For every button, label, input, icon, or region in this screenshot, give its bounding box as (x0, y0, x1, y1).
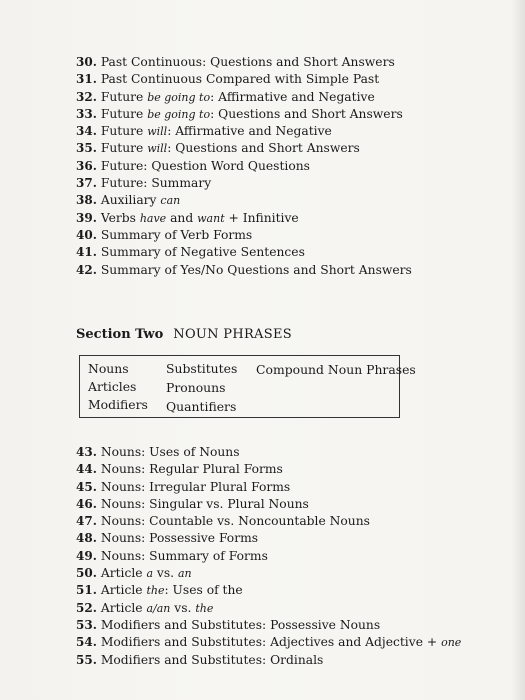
item-title: Article (100, 600, 147, 615)
list-item (76, 634, 461, 651)
item-title: Nouns: Singular vs. Plural Nouns (100, 496, 309, 511)
item-number: 38. (76, 193, 97, 208)
list-item (76, 54, 412, 71)
item-number: 50. (76, 566, 97, 581)
item-title-rest: vs. (153, 566, 178, 581)
list-item (76, 210, 412, 227)
topic-quantifiers: Quantifiers (166, 399, 237, 414)
item-title: Nouns: Uses of Nouns (100, 445, 240, 459)
list-item (76, 617, 461, 634)
item-number: 54. (76, 635, 97, 650)
list-item (76, 192, 412, 209)
list-item (76, 244, 412, 261)
item-number: 51. (76, 583, 97, 598)
item-title-italic: be going to (147, 90, 211, 104)
page-edge-shadow (511, 0, 525, 700)
item-number: 33. (76, 106, 97, 121)
item-title-italic: an (178, 567, 192, 581)
topic-compound-noun-phrases: Compound Noun Phrases (256, 362, 416, 377)
item-title-italic: be going to (147, 107, 211, 121)
item-title-rest: : Affirmative and Negative (210, 89, 375, 104)
item-number: 45. (76, 479, 97, 494)
list-item (76, 123, 412, 140)
item-title-italic: the (146, 584, 165, 598)
topic-modifiers: Modifiers (88, 397, 148, 412)
section-label: Section Two (76, 327, 164, 342)
list-item (76, 513, 461, 530)
item-title: Nouns: Irregular Plural Forms (100, 479, 291, 494)
section-title: NOUN PHRASES (173, 327, 292, 342)
item-title: Nouns: Summary of Forms (100, 548, 268, 563)
item-title-italic: want (197, 211, 225, 225)
item-title-rest: : Questions and Short Answers (210, 106, 403, 121)
item-title-italic: can (160, 194, 181, 208)
item-number: 42. (76, 262, 97, 277)
topics-box (79, 355, 416, 418)
item-number: 34. (76, 124, 97, 139)
item-number: 41. (76, 245, 97, 260)
item-number: 49. (76, 548, 97, 563)
item-title-rest: vs. (170, 600, 196, 615)
list-item (76, 582, 461, 599)
item-title-italic: a (146, 567, 154, 581)
list-item (76, 548, 461, 565)
item-title: Past Continuous Compared with Simple Past (100, 72, 380, 87)
item-title: Future (100, 89, 148, 104)
contents-list-verbs (76, 54, 412, 279)
item-number: 46. (76, 496, 97, 511)
item-title-rest: : Uses of the (164, 583, 243, 598)
item-number: 36. (76, 158, 97, 173)
list-item (76, 444, 461, 461)
list-item (76, 479, 461, 496)
item-number: 30. (76, 55, 97, 69)
item-number: 39. (76, 210, 97, 225)
item-title: Summary of Verb Forms (100, 227, 253, 242)
list-item (76, 227, 412, 244)
item-title: Nouns: Possessive Forms (100, 531, 259, 546)
list-item (76, 530, 461, 547)
item-title-rest: + Infinitive (224, 210, 299, 225)
item-title-italic: will (147, 142, 168, 156)
list-item (76, 89, 412, 106)
item-title: Nouns: Regular Plural Forms (100, 462, 283, 477)
item-title: Article (100, 583, 147, 598)
list-item (76, 175, 412, 192)
item-title: Modifiers and Substitutes: Adjectives and Adjective + (100, 635, 442, 650)
item-title: Past Continuous: Questions and Short Answers (100, 55, 395, 69)
item-title: Future (100, 106, 148, 121)
list-item (76, 262, 412, 279)
item-number: 44. (76, 462, 97, 477)
item-title-italic: one (441, 636, 462, 650)
item-number: 37. (76, 176, 97, 191)
section-heading (76, 327, 292, 342)
item-title-italic: have (139, 211, 167, 225)
item-title: Auxiliary (100, 193, 161, 208)
list-item (76, 600, 461, 617)
item-number: 31. (76, 72, 97, 87)
topic-substitutes: Substitutes (166, 361, 238, 376)
item-number: 35. (76, 141, 97, 156)
item-number: 55. (76, 652, 97, 667)
item-number: 32. (76, 89, 97, 104)
list-item (76, 140, 412, 157)
item-number: 40. (76, 227, 97, 242)
item-title: Future: Summary (100, 176, 212, 191)
list-item (76, 461, 461, 478)
item-title-rest: and (166, 210, 198, 225)
item-title: Future (100, 124, 148, 139)
contents-list-nouns (76, 444, 461, 669)
item-title: Verbs (100, 210, 140, 225)
list-item (76, 106, 412, 123)
item-title-rest: : Affirmative and Negative (167, 124, 332, 139)
list-item (76, 565, 461, 582)
item-title-italic: will (147, 125, 168, 139)
list-item (76, 496, 461, 513)
item-title: Future: Question Word Questions (100, 158, 310, 173)
item-number: 43. (76, 445, 97, 459)
item-title: Future (100, 141, 148, 156)
item-title-italic: the (195, 601, 214, 615)
topic-articles: Articles (88, 379, 137, 394)
item-number: 53. (76, 617, 97, 632)
item-title: Modifiers and Substitutes: Possessive Nouns (100, 617, 381, 632)
topic-pronouns: Pronouns (166, 380, 226, 395)
item-number: 47. (76, 514, 97, 529)
list-item (76, 71, 412, 88)
item-number: 48. (76, 531, 97, 546)
item-title: Summary of Negative Sentences (100, 245, 305, 260)
topic-nouns: Nouns (88, 361, 129, 376)
item-title-italic: a/an (146, 601, 171, 615)
item-title: Nouns: Countable vs. Noncountable Nouns (100, 514, 370, 529)
item-title-rest: : Questions and Short Answers (167, 141, 360, 156)
item-title: Summary of Yes/No Questions and Short Answers (100, 262, 412, 277)
list-item (76, 158, 412, 175)
item-title: Article (100, 566, 147, 581)
item-number: 52. (76, 600, 97, 615)
list-item (76, 652, 461, 669)
item-title: Modifiers and Substitutes: Ordinals (100, 652, 324, 667)
